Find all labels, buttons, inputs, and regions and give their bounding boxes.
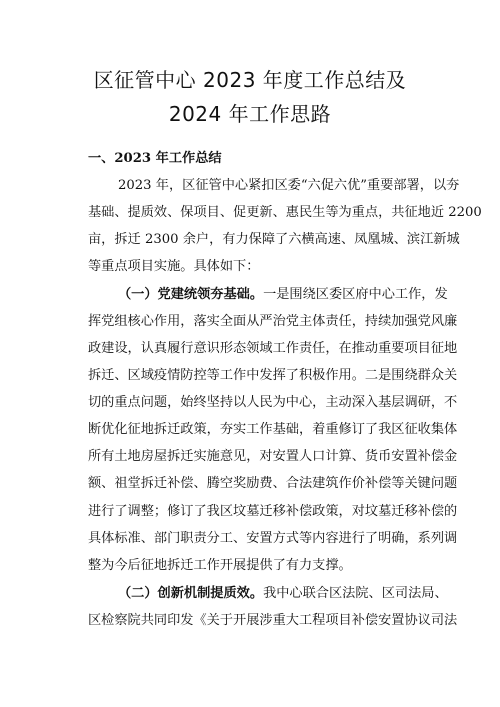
- line-text: 我中心联合区法院、区司法局、: [263, 586, 448, 601]
- subsection-title: （二）创新机制提质效。: [118, 586, 264, 601]
- document-title-line-2: 2024 年工作思路: [168, 102, 332, 126]
- line-text: 所有土地房屋拆迁实施意见，对安置人口计算、货币安置补偿金: [88, 449, 458, 464]
- line-text: 2023 年，区征管中心紧扣区委“六促六优”重要部署，以夯: [118, 178, 460, 193]
- body-text-line: [0, 258, 500, 276]
- line-text: 整为今后征地拆迁工作开展提供了有力支撑。: [88, 558, 352, 573]
- line-text: 亩，拆迁 2300 余户，有力保障了六横高速、凤凰城、滨江新城: [88, 232, 460, 247]
- section-heading-line: [0, 585, 500, 603]
- body-text-line: [0, 421, 500, 439]
- line-text: 断优化征地拆迁政策，夯实工作基础，着重修订了我区征收集体: [88, 422, 458, 437]
- body-text-line: [0, 231, 500, 249]
- body-text-line: [0, 394, 500, 412]
- section-heading: [0, 150, 500, 168]
- body-text-line: [0, 340, 500, 358]
- body-text-line: [0, 367, 500, 385]
- body-text-line: [0, 204, 500, 222]
- line-text: 额、祖堂拆迁补偿、腾空奖励费、合法建筑作价补偿等关键问题: [88, 476, 458, 491]
- body-text-line: [0, 503, 500, 521]
- body-text-line: [0, 448, 500, 466]
- line-text: 切的重点问题，始终坚持以人民为中心，主动深入基层调研，不: [88, 395, 458, 410]
- line-text: 具体标准、部门职责分工、安置方式等内容进行了明确，系列调: [88, 531, 458, 546]
- document-title-line-1: 区征管中心 2023 年度工作总结及: [93, 68, 407, 92]
- body-text-line: [0, 475, 500, 493]
- line-text: 一是围绕区委区府中心工作，发: [263, 287, 448, 302]
- line-text: 进行了调整；修订了我区坟墓迁移补偿政策，对坟墓迁移补偿的: [88, 504, 458, 519]
- subsection-title: （一）党建统领夯基础。: [118, 287, 264, 302]
- body-text-line: [0, 313, 500, 331]
- line-text: 一、2023 年工作总结: [88, 151, 222, 166]
- body-text-line: [0, 177, 500, 195]
- line-text: 等重点项目实施。具体如下：: [88, 259, 260, 274]
- line-text: 基础、提质效、保项目、促更新、惠民生等为重点，共征地近 2200: [88, 205, 482, 220]
- section-heading-line: [0, 286, 500, 304]
- body-text-line: [0, 557, 500, 575]
- line-text: 拆迁、区域疫情防控等工作中发挥了积极作用。二是围绕群众关: [88, 368, 458, 383]
- body-text-line: [0, 612, 500, 630]
- line-text: 区检察院共同印发《关于开展涉重大工程项目补偿安置协议司法: [88, 613, 458, 628]
- line-text: 挥党组核心作用，落实全面从严治党主体责任，持续加强党风廉: [88, 314, 458, 329]
- body-text-line: [0, 530, 500, 548]
- line-text: 政建设，认真履行意识形态领域工作责任，在推动重要项目征地: [88, 341, 458, 356]
